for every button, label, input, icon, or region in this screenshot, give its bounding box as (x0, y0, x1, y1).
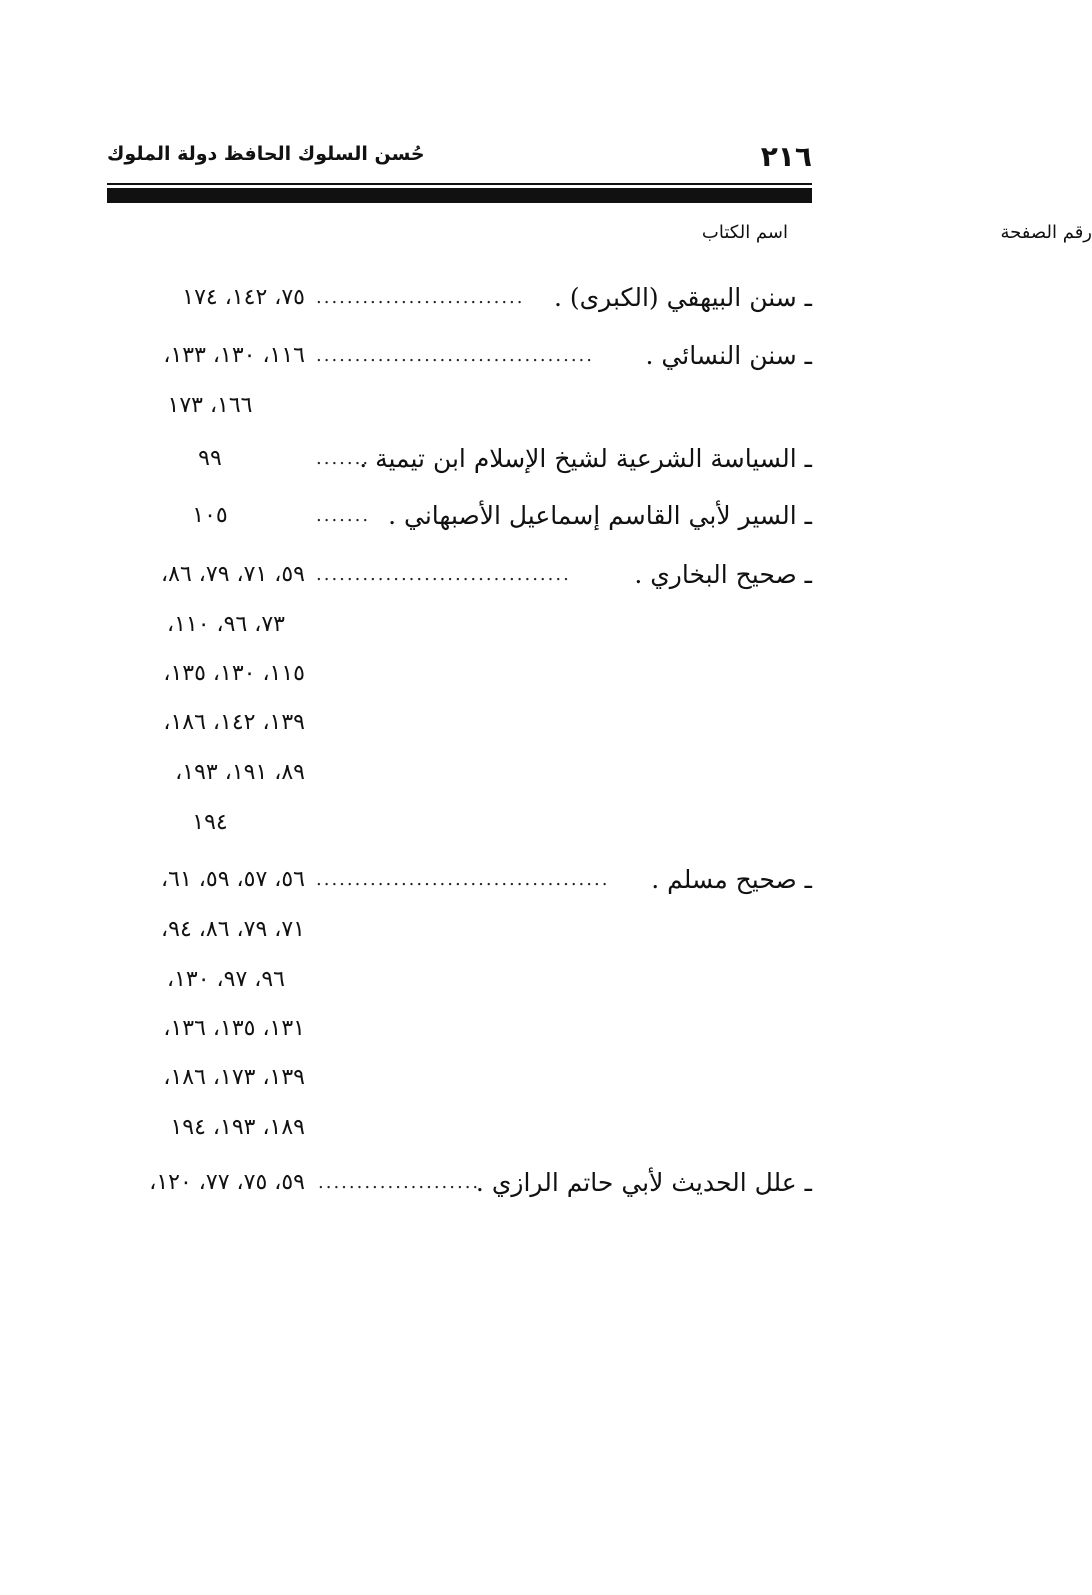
page-number: ٢١٦ (760, 140, 812, 173)
leader-dots: ...................................... (316, 869, 610, 890)
entry-pages: ١٦٦، ١٧٣ (167, 393, 253, 418)
entry-pages: ١٩٤ (192, 810, 228, 835)
leader-dots: ....... (316, 448, 371, 469)
entry-pages: ١٠٥ (192, 503, 228, 528)
entry-pages: ٧٥، ١٤٢، ١٧٤ (182, 285, 305, 310)
entry-continuation (0, 1106, 934, 1150)
index-entry (0, 553, 934, 597)
column-header-page-number: رقم الصفحة (1000, 222, 1092, 243)
entry-continuation (0, 603, 934, 647)
entry-continuation (0, 701, 934, 745)
entry-pages: ٧١، ٧٩، ٨٦، ٩٤، (161, 917, 305, 942)
entry-pages: ٥٩، ٧١، ٧٩، ٨٦، (161, 562, 305, 587)
index-entry (0, 858, 934, 902)
entry-continuation (0, 1007, 934, 1051)
leader-dots: ....... (316, 505, 371, 526)
index-entry (0, 276, 934, 320)
entry-continuation (0, 652, 934, 696)
entry-continuation (0, 958, 934, 1002)
entry-pages: ٩٦، ٩٧، ١٣٠، (166, 967, 285, 992)
header-rule-thin (107, 183, 812, 185)
entry-pages: ٧٣، ٩٦، ١١٠، (166, 612, 285, 637)
page-header (107, 140, 812, 180)
entry-continuation (0, 751, 934, 795)
leader-dots: ................................. (316, 564, 571, 585)
entry-title: ـ سنن البيهقي (الكبرى) . (553, 283, 812, 312)
entry-pages: ١٣٩، ١٤٢، ١٨٦، (163, 710, 305, 735)
entry-title: ـ صحيح البخاري . (634, 560, 812, 589)
entry-pages: ٨٩، ١٩١، ١٩٣، (175, 760, 305, 785)
index-entry (0, 494, 934, 538)
entry-pages: ٥٦، ٥٧، ٥٩، ٦١، (161, 867, 305, 892)
entry-title: ـ صحيح مسلم . (651, 865, 812, 894)
entry-continuation (0, 384, 934, 428)
entry-continuation (0, 908, 934, 952)
leader-dots: ........................... (316, 287, 525, 308)
index-entry (0, 1161, 934, 1205)
entry-title: ـ سنن النسائي . (645, 341, 812, 370)
column-header-book-name: اسم الكتاب (701, 222, 788, 243)
entry-continuation (0, 801, 934, 845)
entry-continuation (0, 1056, 934, 1100)
entry-pages: ١٣١، ١٣٥، ١٣٦، (163, 1016, 305, 1041)
index-entry (0, 334, 934, 378)
entry-title: ـ السير لأبي القاسم إسماعيل الأصبهاني . (388, 501, 812, 530)
entry-title: ـ السياسة الشرعية لشيخ الإسلام ابن تيمية . (359, 444, 812, 473)
header-rule-thick (107, 188, 812, 203)
running-title: حُسن السلوك الحافظ دولة الملوك (107, 143, 425, 165)
entry-pages: ١٨٩، ١٩٣، ١٩٤ (170, 1115, 305, 1140)
entry-pages: ٩٩ (198, 446, 222, 471)
entry-pages: ١١٦، ١٣٠، ١٣٣، (163, 343, 305, 368)
index-entry (0, 437, 934, 481)
entry-pages: ١١٥، ١٣٠، ١٣٥، (163, 661, 305, 686)
entry-pages: ٥٩، ٧٥، ٧٧، ١٢٠، (149, 1170, 305, 1195)
entry-pages: ١٣٩، ١٧٣، ١٨٦، (163, 1065, 305, 1090)
entry-title: ـ علل الحديث لأبي حاتم الرازي . (475, 1168, 812, 1197)
leader-dots: .................................... (316, 345, 594, 366)
leader-dots: ..................... (318, 1172, 481, 1193)
